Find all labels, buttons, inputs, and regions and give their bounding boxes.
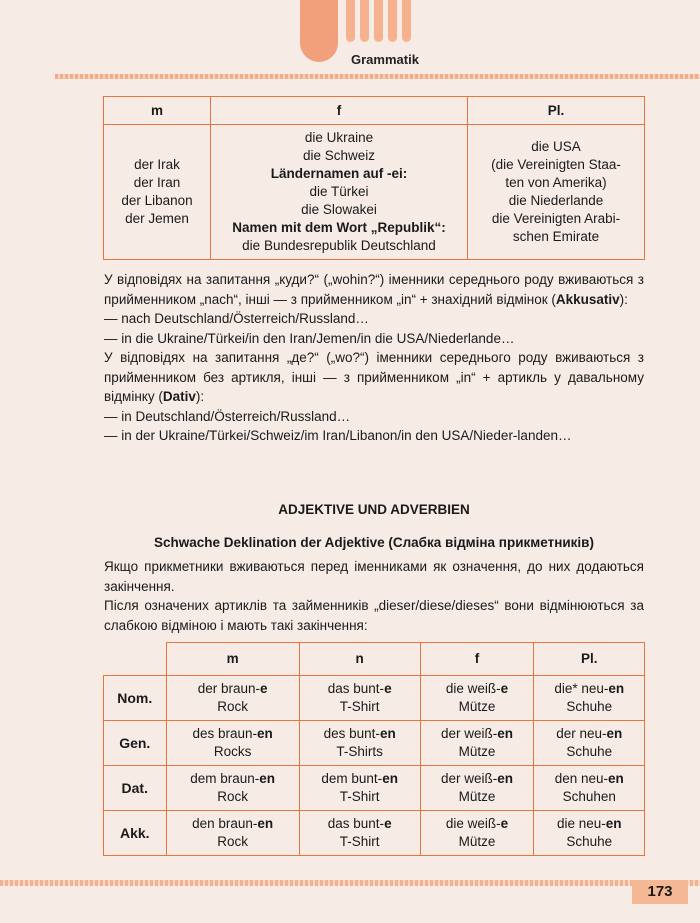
table-cell: des braun-en Rocks xyxy=(166,721,299,766)
table-cell: der braun-e Rock xyxy=(166,676,299,721)
case-label: Gen. xyxy=(104,721,167,766)
example-line: — in der Ukraine/Türkei/Schweiz/im Iran/Libanon/in den USA/Nieder-landen… xyxy=(104,428,572,443)
table-row xyxy=(104,766,645,811)
case-label: Akk. xyxy=(104,811,167,856)
table-cell: dem bunt-en T-Shirt xyxy=(299,766,420,811)
country-gender-table xyxy=(103,96,645,260)
col-header-f: f xyxy=(420,643,534,676)
declension-intro: Якщо прикметники вживаються перед іменниками як означення, до них додаються закінчення. Після означених артиклів та займенників „dieser/diese/dieses“ вони відмінюються за слабкою відміною і мають такі закінчення: xyxy=(104,559,644,633)
table-row xyxy=(104,721,645,766)
table-cell: der weiß-en Mütze xyxy=(420,721,534,766)
col-header-pl: Pl. xyxy=(534,643,645,676)
table-cell: des bunt-en T-Shirts xyxy=(299,721,420,766)
table-row xyxy=(104,676,645,721)
table-cell: den neu-en Schuhen xyxy=(534,766,645,811)
col-header-m: m xyxy=(166,643,299,676)
section-subtitle: Schwache Deklination der Adjektive (Слабка відміна прикметників) xyxy=(154,535,594,550)
table-cell: die weiß-e Mütze xyxy=(420,811,534,856)
table-cell: der neu-en Schuhe xyxy=(534,721,645,766)
table-cell: die* neu-en Schuhe xyxy=(534,676,645,721)
table-cell: die neu-en Schuhe xyxy=(534,811,645,856)
table-cell: das bunt-e T-Shirt xyxy=(299,811,420,856)
section-header-title: Grammatik xyxy=(351,52,419,67)
rule-wohin: У відповідях на запитання „куди?“ („wohin?“) іменники середнього роду вживаються з прийменником „nach“, інші — з прийменником „in“ + знахідний відмінок (Akkusativ): xyxy=(104,272,644,307)
col-header-pl: Pl. xyxy=(468,97,645,125)
header-divider xyxy=(55,74,700,79)
table-cell: der weiß-en Mütze xyxy=(420,766,534,811)
table-cell: dem braun-en Rock xyxy=(166,766,299,811)
example-line: — nach Deutschland/Österreich/Russland… xyxy=(104,311,369,326)
table-cell: das bunt-e T-Shirt xyxy=(299,676,420,721)
col-header-m: m xyxy=(104,97,211,125)
preposition-rules xyxy=(104,270,644,446)
case-label: Dat. xyxy=(104,766,167,811)
table-row xyxy=(104,811,645,856)
footer-divider xyxy=(0,880,700,886)
section-title: ADJEKTIVE UND ADVERBIEN xyxy=(278,502,470,517)
masculine-countries: der Irak der Iran der Libanon der Jemen xyxy=(104,125,211,260)
example-line: — in Deutschland/Österreich/Russland… xyxy=(104,408,351,424)
declension-table xyxy=(103,642,645,856)
case-label: Nom. xyxy=(104,676,167,721)
col-header-n: n xyxy=(299,643,420,676)
page-number: 173 xyxy=(632,880,688,904)
table-cell: den braun-en Rock xyxy=(166,811,299,856)
col-header-f: f xyxy=(211,97,468,125)
feminine-countries: die Ukraine die Schweiz Ländernamen auf -ei: die Türkei die Slowakei Namen mit dem Wort „Republik“: die Bundesrepublik Deutschland xyxy=(211,125,468,260)
rule-wo: У відповідях на запитання „де?“ („wo?“) іменники середнього роду вживаються з прийменником без артикля, інші — з прийменником „in“ + артикль у давальному відмінку (Dativ): xyxy=(104,350,644,404)
table-cell: die weiß-e Mütze xyxy=(420,676,534,721)
plural-countries: die USA (die Vereinigten Staa- ten von Amerika) die Niederlande die Vereinigten Arabi- schen Emirate xyxy=(468,125,645,260)
example-line: — in die Ukraine/Türkei/in den Iran/Jemen/in die USA/Niederlande… xyxy=(104,330,515,346)
